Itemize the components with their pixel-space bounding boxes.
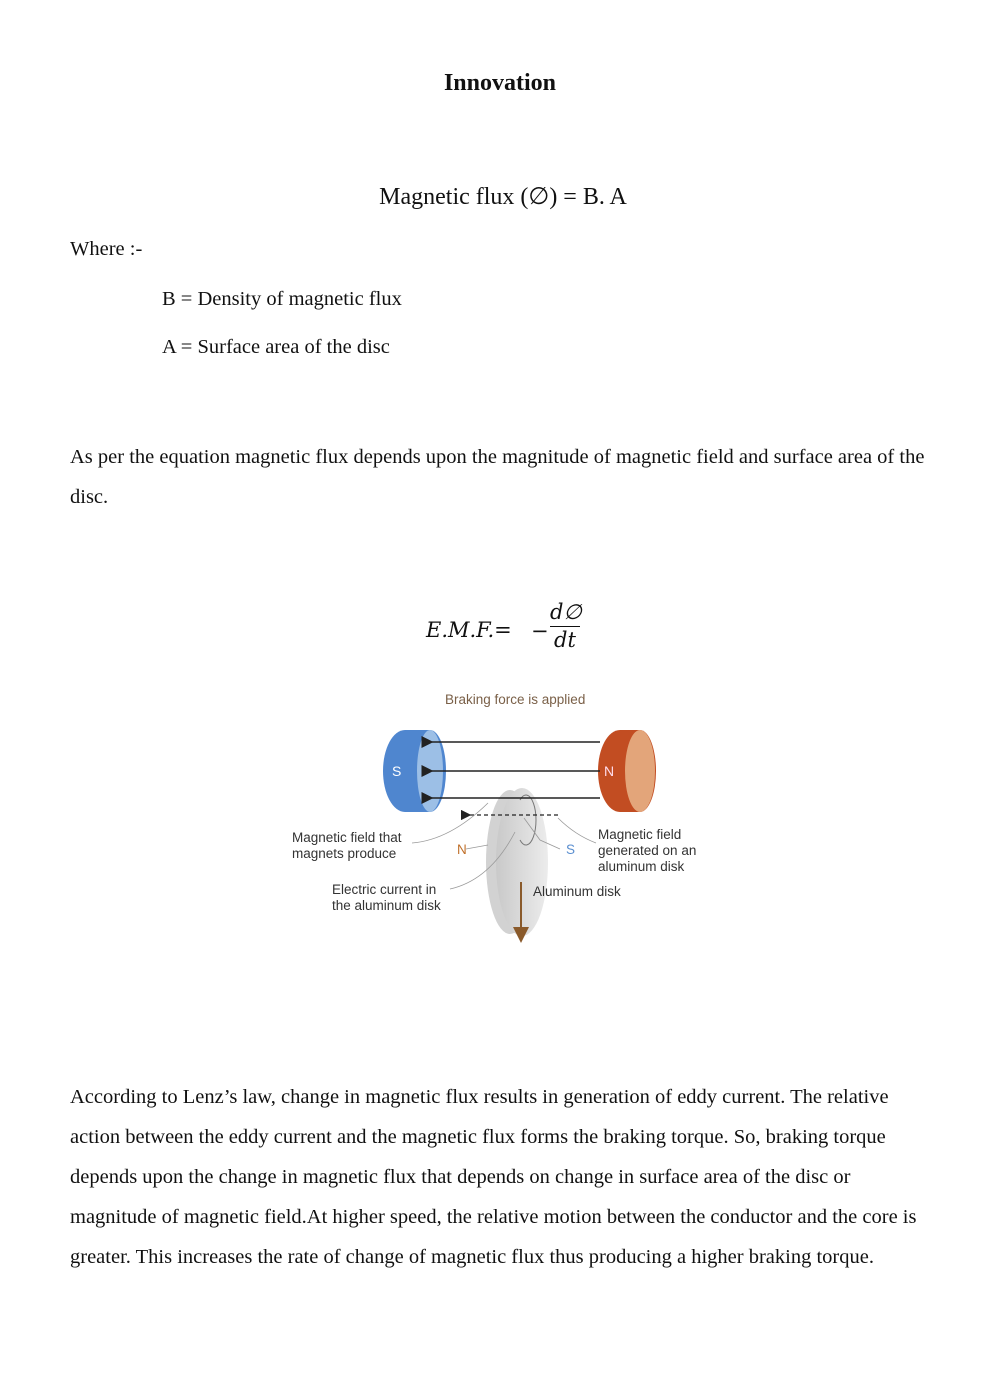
disk-n-label: N	[457, 842, 467, 857]
flux-equation: Magnetic flux (∅) = B. A	[379, 184, 627, 210]
aluminum-disk-label: Aluminum disk	[533, 884, 621, 899]
current-label: Electric current in the aluminum disk	[332, 882, 441, 913]
emf-minus: −	[531, 619, 549, 643]
aluminum-disk	[486, 788, 548, 936]
magnet-field-label: Magnetic field that magnets produce	[292, 830, 402, 861]
emf-numerator: d∅	[550, 600, 580, 627]
paragraph-lenz: According to Lenz’s law, change in magnetic flux results in generation of eddy current. The relative action between the eddy current and the magnetic flux forms the braking torque. So, braking torque depends upon the change in magnetic flux that depends on change in surface area of the disc or magnitude of magnetic field.At higher speed, the relative motion between the conductor and the core is greater. This increases the rate of change of magnetic flux thus producing a higher braking torque.	[70, 1086, 917, 1268]
paragraph-flux: As per the equation magnetic flux depends upon the magnitude of magnetic field and surface area of the disc.	[70, 446, 925, 508]
emf-denominator: dt	[554, 628, 576, 652]
definition-a: A = Surface area of the disc	[162, 336, 390, 358]
where-label: Where :-	[70, 238, 143, 260]
definition-b: B = Density of magnetic flux	[162, 288, 402, 310]
disk-s-label: S	[566, 842, 576, 857]
page-title: Innovation	[443, 70, 557, 96]
south-magnet-label: S	[392, 763, 402, 779]
disk-field-label: Magnetic field generated on an aluminum disk	[598, 827, 697, 874]
north-magnet-label: N	[604, 763, 615, 779]
braking-force-label: Braking force is applied	[445, 692, 586, 707]
emf-lhs: E.M.F.=	[426, 618, 512, 642]
